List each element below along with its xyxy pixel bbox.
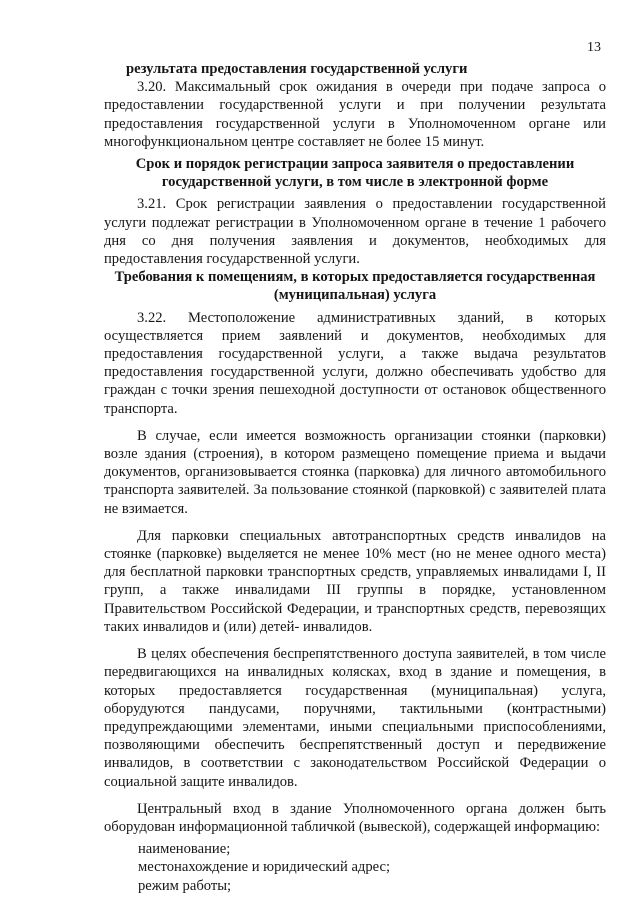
document-body — [104, 60, 606, 895]
section-heading-premises: Требования к помещениям, в которых предоставляется государственная (муниципальная) услуга — [114, 269, 596, 304]
paragraph-3-22: 3.22. Местоположение административных зданий, в которых осуществляется прием заявлений и документов, необходимых для предоставления государственной услуги, а также выдача результатов предоставления государственной услуги, должно обеспечивать удобство для граждан с точки зрения пешеходной доступности от остановок общественного транспорта. — [104, 309, 606, 417]
paragraph-disabled-parking: Для парковки специальных автотранспортных средств инвалидов на стоянке (парковке) выделяется не менее 10% мест (но не менее одного места) для бесплатной парковки транспортных средств, управляемых инвалидами I, II групп, а также инвалидами III группы в порядке, установленном Правительством Российской Федерации, и транспортных средств, перевозящих таких инвалидов и (или) детей- инвалидов. — [104, 527, 606, 635]
info-list — [104, 840, 606, 895]
paragraph-3-20: 3.20. Максимальный срок ожидания в очереди при подаче запроса о предоставлении государственной услуги и при получении результата предоставления государственной услуги в Уполномоченном органе или многофункциональном центре составляет не более 15 минут. — [104, 79, 606, 150]
section-heading-registration: Срок и порядок регистрации запроса заявителя о предоставлении государственной услуги, в том числе в электронной форме — [135, 156, 575, 191]
paragraph-3-21: 3.21. Срок регистрации заявления о предоставлении государственной услуги подлежат регистрации в Уполномоченном органе в течение 1 рабочего дня со дня получения заявления и документов, необходимых для предоставления государственной услуги. — [104, 196, 606, 268]
list-item: режим работы; — [138, 877, 232, 894]
section-heading-result: результата предоставления государственной услуги — [126, 61, 468, 77]
list-item: наименование; — [138, 841, 231, 858]
page-number: 13 — [587, 40, 601, 55]
list-item: местонахождение и юридический адрес; — [138, 859, 391, 876]
paragraph-central-entrance: Центральный вход в здание Уполномоченного органа должен быть оборудован информационной табличкой (вывеской), содержащей информацию: — [104, 800, 606, 835]
paragraph-parking: В случае, если имеется возможность организации стоянки (парковки) возле здания (строения), в котором размещено помещение приема и выдачи документов, организовывается стоянка (парковка) для личного автомобильного транспорта заявителей. За пользование стоянкой (парковкой) с заявителей плата не взимается. — [104, 427, 606, 517]
paragraph-accessibility: В целях обеспечения беспрепятственного доступа заявителей, в том числе передвигающихся на инвалидных колясках, вход в здание и помещения, в которых предоставляется государственная (муниципальная) услуга, оборудуются пандусами, поручнями, тактильными (контрастными) предупреждающими элементами, иными специальными приспособлениями, позволяющими обеспечить беспрепятственный доступ и передвижение инвалидов, в соответствии с законодательством Российской Федерации о социальной защите инвалидов. — [104, 646, 606, 790]
